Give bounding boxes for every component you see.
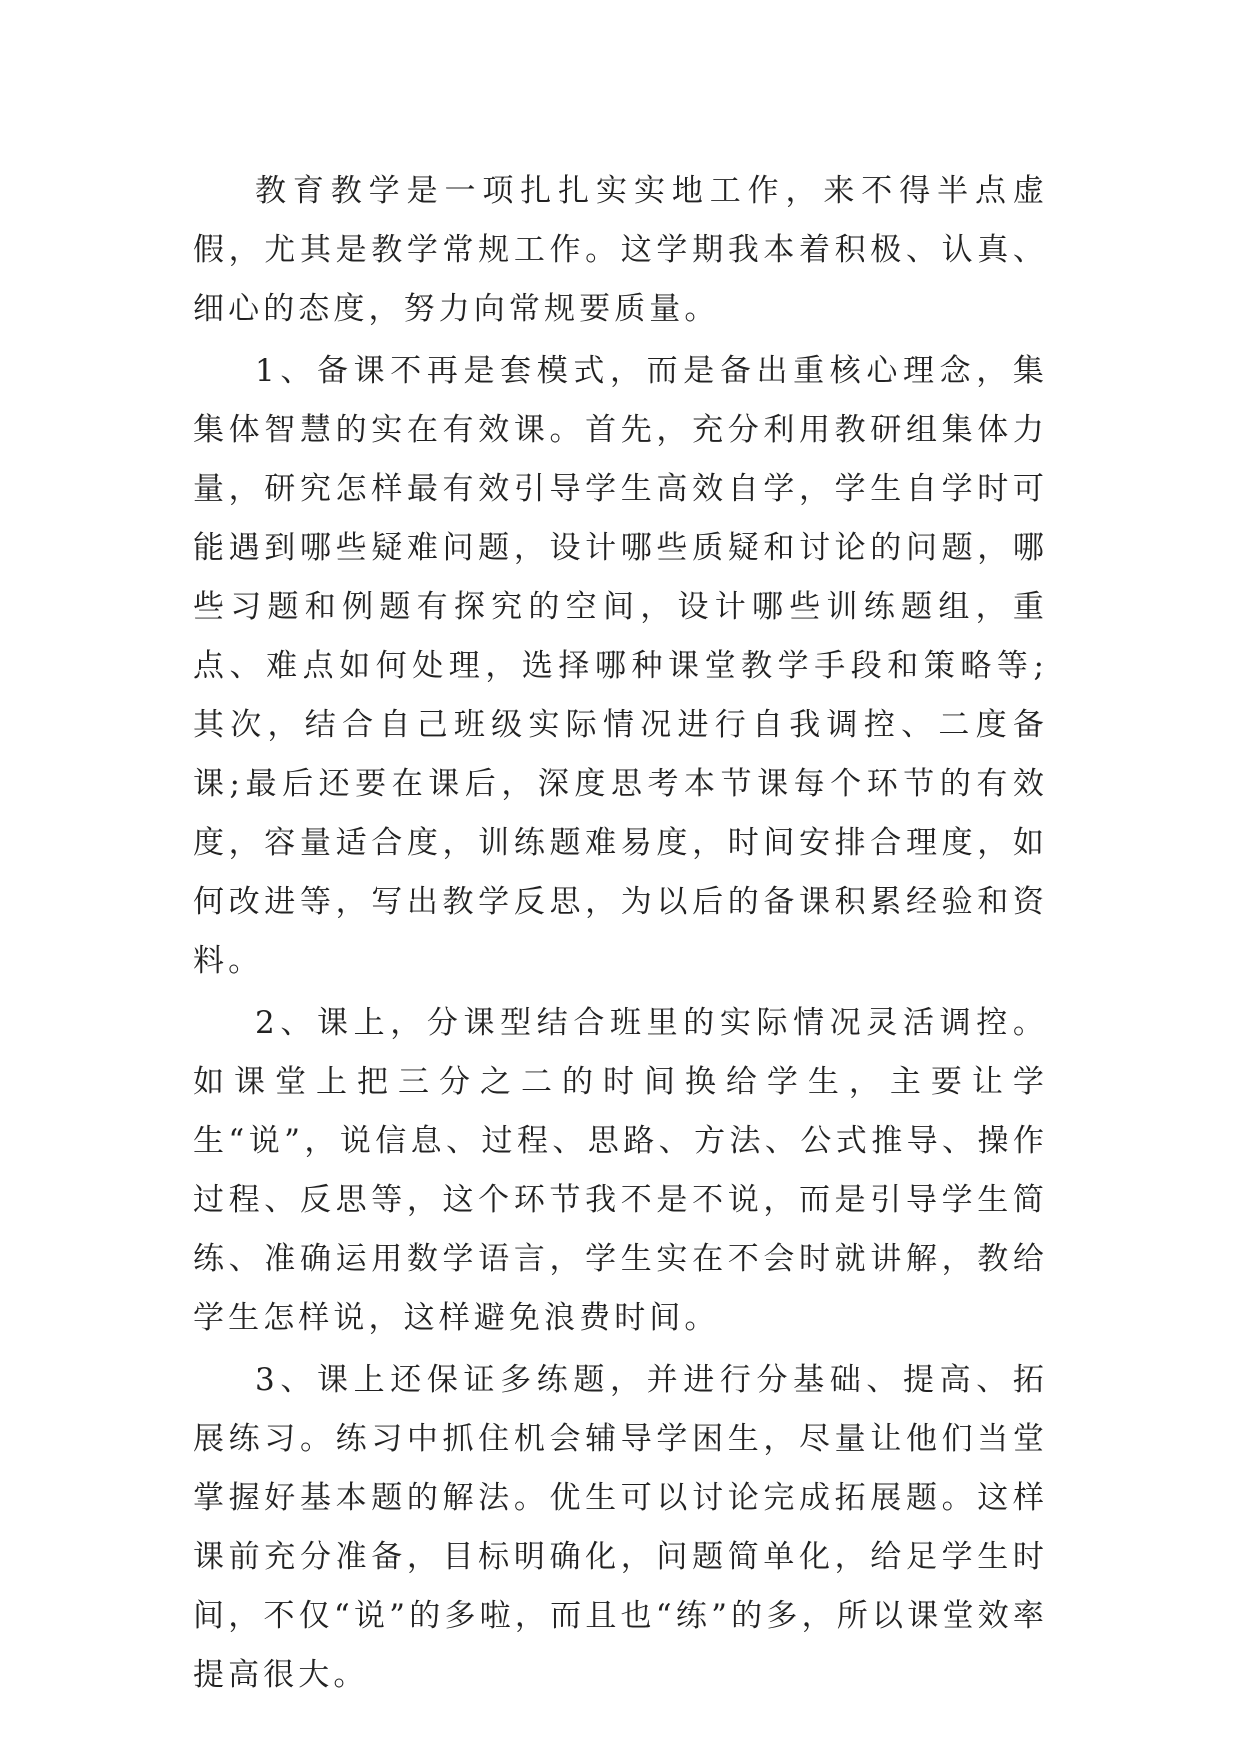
paragraph-lesson-preparation: 1、备课不再是套模式，而是备出重核心理念，集集体智慧的实在有效课。首先，充分利用教研组集体力量，研究怎样最有效引导学生高效自学，学生自学时可能遇到哪些疑难问题，设计哪些质疑和讨论的问题，哪些习题和例题有探究的空间，设计哪些训练题组，重点、难点如何处理，选择哪种课堂教学手段和策略等;其次，结合自己班级实际情况进行自我调控、二度备课;最后还要在课后，深度思考本节课每个环节的有效度，容量适合度，训练题难易度，时间安排合理度，如何改进等，写出教学反思，为以后的备课积累经验和资料。 (193, 353, 1048, 979)
paragraph-classroom-control: 2、课上，分课型结合班里的实际情况灵活调控。如课堂上把三分之二的时间换给学生，主要让学生“说”，说信息、过程、思路、方法、公式推导、操作过程、反思等，这个环节我不是不说，而是引导学生简练、准确运用数学语言，学生实在不会时就讲解，教给学生怎样说，这样避免浪费时间。 (193, 1005, 1048, 1336)
paragraph-intro: 教育教学是一项扎扎实实地工作，来不得半点虚假，尤其是教学常规工作。这学期我本着积极、认真、细心的态度，努力向常规要质量。 (193, 173, 1048, 327)
paragraph-practice: 3、课上还保证多练题，并进行分基础、提高、拓展练习。练习中抓住机会辅导学困生，尽量让他们当堂掌握好基本题的解法。优生可以讨论完成拓展题。这样课前充分准备，目标明确化，问题简单化，给足学生时间，不仅“说”的多啦，而且也“练”的多，所以课堂效率提高很大。 (193, 1362, 1048, 1693)
document-body (193, 162, 1048, 1705)
